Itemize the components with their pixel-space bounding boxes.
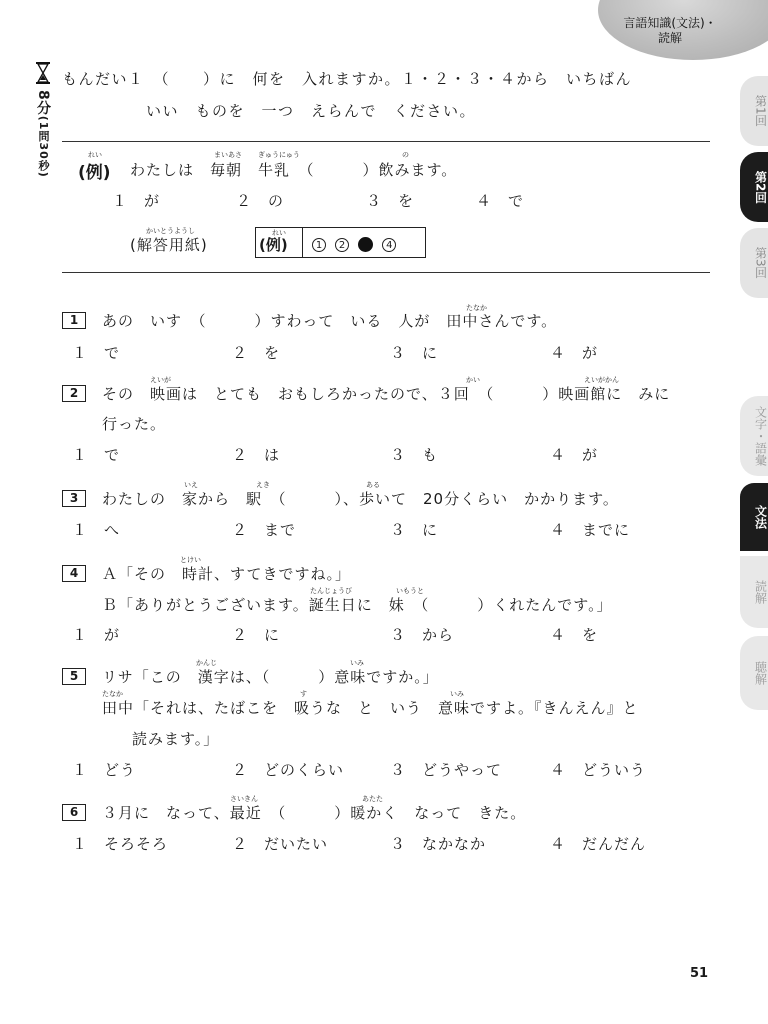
section-title-line1: 言語知識(文法)・ [623, 16, 717, 30]
q5-ruby-su: す [300, 690, 307, 698]
q3-ruby-ie: いえ [184, 481, 198, 489]
q4-ruby-tanjoubi: たんじょうび [310, 587, 352, 595]
section-title-line2: 読解 [657, 31, 682, 45]
timer [33, 90, 53, 178]
q6-ruby-saikin: さいきん [230, 795, 258, 803]
instruction-line1: もんだい１ （ ）に 何を 入れますか。１・２・３・４から いちばん [62, 70, 633, 88]
q1-option-2: ２ を [232, 344, 281, 362]
q2-option-3: ３ も [390, 446, 439, 464]
question-number-5: 5 [62, 668, 86, 685]
divider-top [62, 141, 710, 142]
q2-ruby-eigakan: えいがかん [584, 376, 619, 384]
q5-ruby-imi: いみ [350, 659, 364, 667]
answer-bubbles [312, 234, 396, 253]
q5-option-1: １ どう [72, 761, 137, 779]
q5-option-3: ３ どうやって [390, 761, 503, 779]
q5-option-2: ２ どのくらい [232, 761, 345, 779]
example-option-4: ４ で [476, 192, 525, 210]
q5-ruby-tanaka: たなか [102, 690, 123, 698]
q3-option-1: １ へ [72, 521, 121, 539]
q2-option-1: １ で [72, 446, 121, 464]
q6-option-3: ３ なかなか [390, 835, 487, 853]
q1-ruby-tanaka: たなか [466, 304, 487, 312]
q1-option-4: ４ が [550, 344, 599, 362]
example-ruby-maiasa: まいあさ [214, 151, 242, 159]
divider-bottom [62, 272, 710, 273]
instruction-line2: いい ものを 一つ えらんで ください。 [146, 102, 477, 120]
tab-reading[interactable]: 読解 [740, 556, 768, 628]
answer-bubble-2: 2 [335, 238, 349, 252]
q5-option-4: ４ どういう [550, 761, 647, 779]
example-option-3: ３ を [366, 192, 415, 210]
q4-option-1: １ が [72, 626, 121, 644]
q5-ruby-kanji: かんじ [196, 659, 217, 667]
answer-sheet-divider [302, 227, 303, 258]
tab-round-1[interactable]: 第1回 [740, 76, 768, 146]
q4-ruby-tokei: とけい [180, 556, 201, 564]
question-number-6: 6 [62, 804, 86, 821]
q5-text-line3: 読みます。」 [132, 730, 220, 748]
question-number-2: 2 [62, 385, 86, 402]
q6-text: ３月に なって、最近 （ ）暖かく なって きた。 [102, 804, 527, 822]
q5-ruby-imi-2: いみ [450, 690, 464, 698]
answer-label-ruby: れい [272, 229, 286, 237]
q1-option-1: １ で [72, 344, 121, 362]
q2-option-4: ４ が [550, 446, 599, 464]
q4-option-4: ４ を [550, 626, 599, 644]
q4-text-line1: Ａ「その 時計、すてきですね。」 [102, 565, 351, 583]
tab-grammar[interactable]: 文法 [740, 483, 768, 551]
q3-option-4: ４ までに [550, 521, 631, 539]
answer-sheet-label: (解答用紙) [130, 236, 208, 254]
hourglass-icon [36, 62, 50, 84]
q3-text: わたしの 家から 駅 （ ）、歩いて 20分くらい かかります。 [102, 490, 619, 508]
q2-option-2: ２ は [232, 446, 281, 464]
question-number-1: 1 [62, 312, 86, 329]
q1-text: あの いす （ ）すわって いる 人が 田中さんです。 [102, 312, 558, 330]
example-option-2: ２ の [236, 192, 285, 210]
timer-note: (1問30秒) [37, 115, 50, 178]
q5-text-line2: 田中「それは、たばこを 吸うな と いう 意味ですよ。『きんえん』と [102, 699, 639, 717]
tab-listening[interactable]: 聴解 [740, 636, 768, 710]
q2-text-line1: その 映画は とても おもしろかったので、３回 （ ）映画館に みに [102, 385, 671, 403]
section-title [610, 16, 730, 46]
q3-option-3: ３ に [390, 521, 439, 539]
q3-ruby-aru: ある [366, 481, 380, 489]
q6-option-4: ４ だんだん [550, 835, 647, 853]
example-label-ruby: れい [88, 151, 102, 159]
tab-round-3[interactable]: 第3回 [740, 228, 768, 298]
page-number: 51 [690, 966, 709, 981]
q2-ruby-eiga: えいが [150, 376, 171, 384]
example-ruby-no: の [402, 151, 409, 159]
q4-text-line2: Ｂ「ありがとうございます。誕生日に 妹 （ ）くれたんです。」 [102, 596, 613, 614]
question-number-4: 4 [62, 565, 86, 582]
example-sentence: わたしは 毎朝 牛乳 （ ）飲みます。 [130, 161, 458, 179]
example-option-1: １ が [112, 192, 161, 210]
answer-bubble-1: 1 [312, 238, 326, 252]
example-ruby-gyuunyuu: ぎゅうにゅう [258, 151, 300, 159]
example-label: (例) [78, 163, 111, 183]
q6-option-2: ２ だいたい [232, 835, 329, 853]
q4-option-3: ３ から [390, 626, 455, 644]
tab-round-2[interactable]: 第2回 [740, 152, 768, 222]
answer-bubble-filled [358, 237, 373, 252]
answer-sheet-ruby: かいとうようし [146, 227, 195, 235]
q2-text-line2: 行った。 [102, 415, 167, 433]
q3-ruby-eki: えき [256, 481, 270, 489]
q2-ruby-kai: かい [466, 376, 480, 384]
timer-minutes: 8分 [35, 90, 51, 116]
q5-text-line1: リサ「この 漢字は、（ ）意味ですか。」 [102, 668, 439, 686]
q6-ruby-atata: あたた [362, 795, 383, 803]
q1-option-3: ３ に [390, 344, 439, 362]
answer-label: (例) [259, 236, 288, 254]
answer-bubble-4: 4 [382, 238, 396, 252]
q4-ruby-imouto: いもうと [396, 587, 424, 595]
q6-option-1: １ そろそろ [72, 835, 169, 853]
tab-vocabulary[interactable]: 文字・語彙 [740, 396, 768, 476]
question-number-3: 3 [62, 490, 86, 507]
q3-option-2: ２ まで [232, 521, 297, 539]
q4-option-2: ２ に [232, 626, 281, 644]
